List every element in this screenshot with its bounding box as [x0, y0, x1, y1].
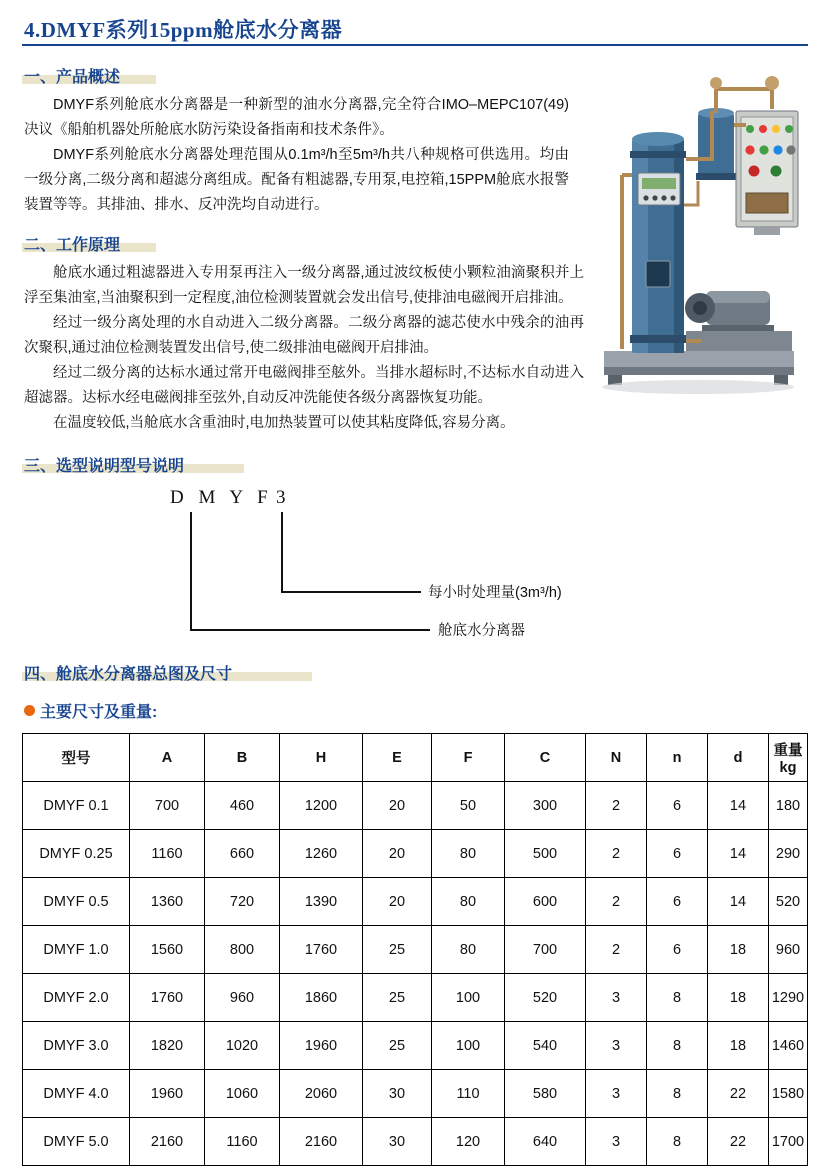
table-cell: 660	[205, 830, 280, 878]
table-header-cell: n	[647, 734, 708, 782]
table-cell: 50	[432, 782, 505, 830]
table-cell: DMYF 0.25	[23, 830, 130, 878]
table-cell: 960	[205, 974, 280, 1022]
leader-line-product-vertical	[190, 512, 192, 630]
table-cell: 720	[205, 878, 280, 926]
table-cell: 8	[647, 1118, 708, 1166]
leader-label-product: 舱底水分离器	[438, 623, 525, 639]
table-cell: 20	[363, 830, 432, 878]
principle-paragraph-4: 在温度较低,当舱底水含重油时,电加热装置可以使其粘度降低,容易分离。	[53, 415, 515, 431]
table-cell: 14	[708, 782, 769, 830]
table-cell: 1760	[130, 974, 205, 1022]
leader-label-capacity: 每小时处理量(3m³/h)	[428, 585, 562, 601]
dimensions-table	[22, 733, 808, 1166]
drawing-heading: 四、舱底水分离器总图及尺寸	[24, 666, 233, 683]
principle-heading: 二、工作原理	[24, 237, 121, 254]
table-cell: 110	[432, 1070, 505, 1118]
table-cell: 1160	[205, 1118, 280, 1166]
table-cell: 640	[505, 1118, 586, 1166]
table-cell: 8	[647, 1022, 708, 1070]
table-cell: 2	[586, 782, 647, 830]
table-row	[23, 1070, 808, 1118]
table-cell: 100	[432, 974, 505, 1022]
bullet-icon	[24, 705, 35, 716]
table-cell: 800	[205, 926, 280, 974]
table-cell: 2	[586, 830, 647, 878]
table-header-cell: A	[130, 734, 205, 782]
table-cell: 1260	[280, 830, 363, 878]
table-header-row	[23, 734, 808, 782]
table-cell: 18	[708, 1022, 769, 1070]
table-cell: 1360	[130, 878, 205, 926]
table-cell: 1960	[280, 1022, 363, 1070]
table-cell: 1060	[205, 1070, 280, 1118]
table-cell: 700	[130, 782, 205, 830]
table-cell: 1960	[130, 1070, 205, 1118]
overview-paragraph-1: DMYF系列舱底水分离器是一种新型的油水分离器,完全符合IMO–MEPC107(49)决议《船舶机器处所舱底水防污染设备指南和技术条件》。	[24, 97, 569, 138]
table-cell: 6	[647, 782, 708, 830]
table-cell: 22	[708, 1118, 769, 1166]
overview-heading: 一、产品概述	[24, 69, 121, 86]
principle-paragraph-1: 舱底水通过粗滤器进入专用泵再注入一级分离器,通过波纹板使小颗粒油滴聚积并上浮至集油室,当油聚积到一定程度,油位检测装置就会发出信号,使排油电磁阀开启排油。	[24, 265, 584, 306]
leader-line-product-horizontal	[190, 629, 430, 631]
table-cell: 6	[647, 926, 708, 974]
table-cell: 290	[769, 830, 808, 878]
table-cell: DMYF 3.0	[23, 1022, 130, 1070]
table-header-cell: E	[363, 734, 432, 782]
table-cell: 20	[363, 878, 432, 926]
table-cell: 3	[586, 1118, 647, 1166]
table-header-cell: 型号	[23, 734, 130, 782]
table-cell: 14	[708, 878, 769, 926]
product-photo	[586, 55, 808, 400]
table-cell: 25	[363, 1022, 432, 1070]
table-row	[23, 1022, 808, 1070]
table-header-cell: N	[586, 734, 647, 782]
table-cell: DMYF 2.0	[23, 974, 130, 1022]
table-cell: 1290	[769, 974, 808, 1022]
table-cell: 1460	[769, 1022, 808, 1070]
table-cell: 25	[363, 974, 432, 1022]
model-heading: 三、选型说明型号说明	[24, 458, 185, 475]
table-cell: 2160	[280, 1118, 363, 1166]
table-cell: 3	[586, 1070, 647, 1118]
leader-line-capacity-vertical	[281, 512, 283, 592]
table-cell: 80	[432, 926, 505, 974]
table-header-cell: H	[280, 734, 363, 782]
table-cell: 300	[505, 782, 586, 830]
table-cell: 18	[708, 926, 769, 974]
table-cell: 460	[205, 782, 280, 830]
table-cell: 960	[769, 926, 808, 974]
product-photo-illustration	[586, 55, 808, 400]
table-cell: 1860	[280, 974, 363, 1022]
table-cell: 6	[647, 878, 708, 926]
table-header-cell: d	[708, 734, 769, 782]
table-cell: 2160	[130, 1118, 205, 1166]
principle-paragraph-3: 经过二级分离的达标水通过常开电磁阀排至舷外。当排水超标时,不达标水自动进入超滤器。达标水经电磁阀排至弦外,自动反冲洗能使各级分离器恢复功能。	[24, 365, 584, 406]
table-cell: 2	[586, 926, 647, 974]
table-cell: 1580	[769, 1070, 808, 1118]
table-cell: 8	[647, 1070, 708, 1118]
table-cell: 580	[505, 1070, 586, 1118]
table-cell: 3	[586, 1022, 647, 1070]
table-cell: 520	[505, 974, 586, 1022]
table-cell: 20	[363, 782, 432, 830]
table-header-cell: C	[505, 734, 586, 782]
table-header-cell: 重量kg	[769, 734, 808, 782]
table-row	[23, 974, 808, 1022]
table-cell: 540	[505, 1022, 586, 1070]
table-cell: 120	[432, 1118, 505, 1166]
table-row	[23, 782, 808, 830]
table-cell: 520	[769, 878, 808, 926]
principle-paragraph-2: 经过一级分离处理的水自动进入二级分离器。二级分离器的滤芯使水中残余的油再次聚积,通过油位检测装置发出信号,使二级排油电磁阀开启排油。	[24, 315, 584, 356]
table-cell: 1820	[130, 1022, 205, 1070]
table-cell: DMYF 0.1	[23, 782, 130, 830]
table-row	[23, 1118, 808, 1166]
table-cell: 2060	[280, 1070, 363, 1118]
table-cell: 3	[586, 974, 647, 1022]
table-cell: 22	[708, 1070, 769, 1118]
model-code-number: 3	[276, 487, 291, 508]
table-cell: 1200	[280, 782, 363, 830]
table-cell: 1390	[280, 878, 363, 926]
overview-paragraph-2: DMYF系列舱底水分离器处理范围从0.1m³/h至5m³/h共八种规格可供选用。均由一级分离,二级分离和超滤分离组成。配备有粗滤器,专用泵,电控箱,15PPM舱底水报警装置等等。其排油、排水、反冲洗均自动进行。	[24, 147, 569, 213]
table-cell: 1760	[280, 926, 363, 974]
table-cell: 8	[647, 974, 708, 1022]
table-cell: 1700	[769, 1118, 808, 1166]
table-cell: 1160	[130, 830, 205, 878]
table-header-cell: F	[432, 734, 505, 782]
table-row	[23, 830, 808, 878]
table-cell: 1020	[205, 1022, 280, 1070]
table-cell: 25	[363, 926, 432, 974]
table-cell: 80	[432, 878, 505, 926]
table-cell: 180	[769, 782, 808, 830]
table-cell: DMYF 5.0	[23, 1118, 130, 1166]
table-cell: DMYF 0.5	[23, 878, 130, 926]
table-cell: 500	[505, 830, 586, 878]
table-cell: 6	[647, 830, 708, 878]
table-cell: DMYF 4.0	[23, 1070, 130, 1118]
table-cell: 600	[505, 878, 586, 926]
table-cell: DMYF 1.0	[23, 926, 130, 974]
model-code-letters: D M Y F	[170, 487, 273, 508]
table-row	[23, 926, 808, 974]
table-cell: 80	[432, 830, 505, 878]
table-cell: 700	[505, 926, 586, 974]
table-cell: 30	[363, 1118, 432, 1166]
table-row	[23, 878, 808, 926]
table-cell: 100	[432, 1022, 505, 1070]
table-cell: 18	[708, 974, 769, 1022]
table-cell: 2	[586, 878, 647, 926]
page-title: 4.DMYF系列15ppm舱底水分离器	[24, 18, 343, 42]
title-divider	[22, 44, 808, 46]
table-header-cell: B	[205, 734, 280, 782]
table-cell: 14	[708, 830, 769, 878]
table-cell: 30	[363, 1070, 432, 1118]
dimensions-subheading: 主要尺寸及重量:	[40, 704, 158, 721]
table-cell: 1560	[130, 926, 205, 974]
leader-line-capacity-horizontal	[281, 591, 421, 593]
